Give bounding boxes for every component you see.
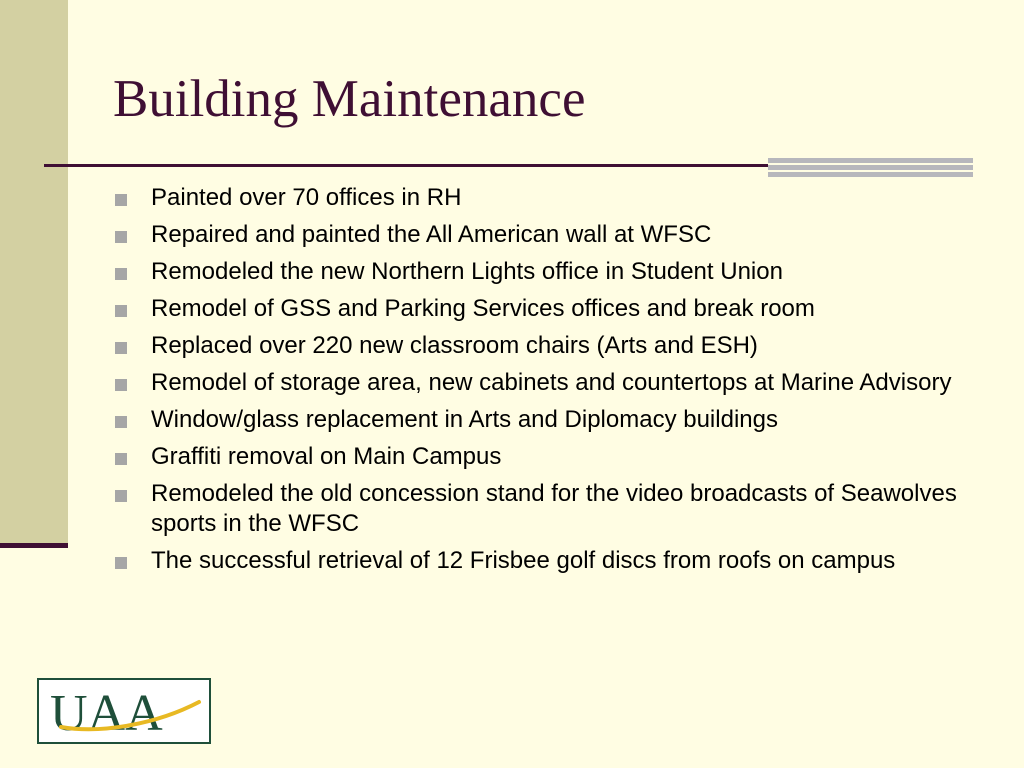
uaa-logo: [37, 678, 211, 744]
bullet-text: Remodel of storage area, new cabinets and countertops at Marine Advisory: [151, 369, 952, 396]
bullet-list: [115, 183, 995, 583]
bullet-item: [115, 331, 995, 361]
square-bullet-icon: [115, 305, 127, 317]
bullet-item: [115, 220, 995, 250]
square-bullet-icon: [115, 453, 127, 465]
bullet-item: [115, 546, 995, 576]
accent-bar: [768, 165, 973, 170]
bullet-text: Repaired and painted the All American wall at WFSC: [151, 221, 712, 248]
bullet-text: Window/glass replacement in Arts and Diplomacy buildings: [151, 406, 778, 433]
bullet-text: Graffiti removal on Main Campus: [151, 443, 502, 470]
bullet-text: Remodel of GSS and Parking Services offices and break room: [151, 295, 815, 322]
uaa-logo-icon: [39, 680, 209, 742]
accent-bar: [768, 172, 973, 177]
square-bullet-icon: [115, 557, 127, 569]
bullet-item: [115, 294, 995, 324]
square-bullet-icon: [115, 342, 127, 354]
left-decorative-band: [0, 0, 68, 545]
accent-bar: [768, 158, 973, 163]
square-bullet-icon: [115, 416, 127, 428]
square-bullet-icon: [115, 231, 127, 243]
bullet-text: Replaced over 220 new classroom chairs (Arts and ESH): [151, 332, 758, 359]
square-bullet-icon: [115, 379, 127, 391]
bullet-text: Remodeled the new Northern Lights office in Student Union: [151, 258, 783, 285]
left-band-divider: [0, 543, 68, 548]
title-divider: [44, 164, 768, 167]
logo-wordmark: UAA: [50, 685, 163, 742]
bullet-item: [115, 257, 995, 287]
slide-title: Building Maintenance: [113, 70, 586, 128]
bullet-item: [115, 479, 995, 539]
square-bullet-icon: [115, 490, 127, 502]
bullet-item: [115, 442, 995, 472]
bullet-text: The successful retrieval of 12 Frisbee golf discs from roofs on campus: [151, 547, 896, 574]
bullet-text: Remodeled the old concession stand for the video broadcasts of Seawolves sports in the WFSC: [151, 480, 957, 537]
bullet-item: [115, 183, 995, 213]
square-bullet-icon: [115, 194, 127, 206]
bullet-item: [115, 405, 995, 435]
bullet-item: [115, 368, 995, 398]
square-bullet-icon: [115, 268, 127, 280]
bullet-text: Painted over 70 offices in RH: [151, 184, 462, 211]
